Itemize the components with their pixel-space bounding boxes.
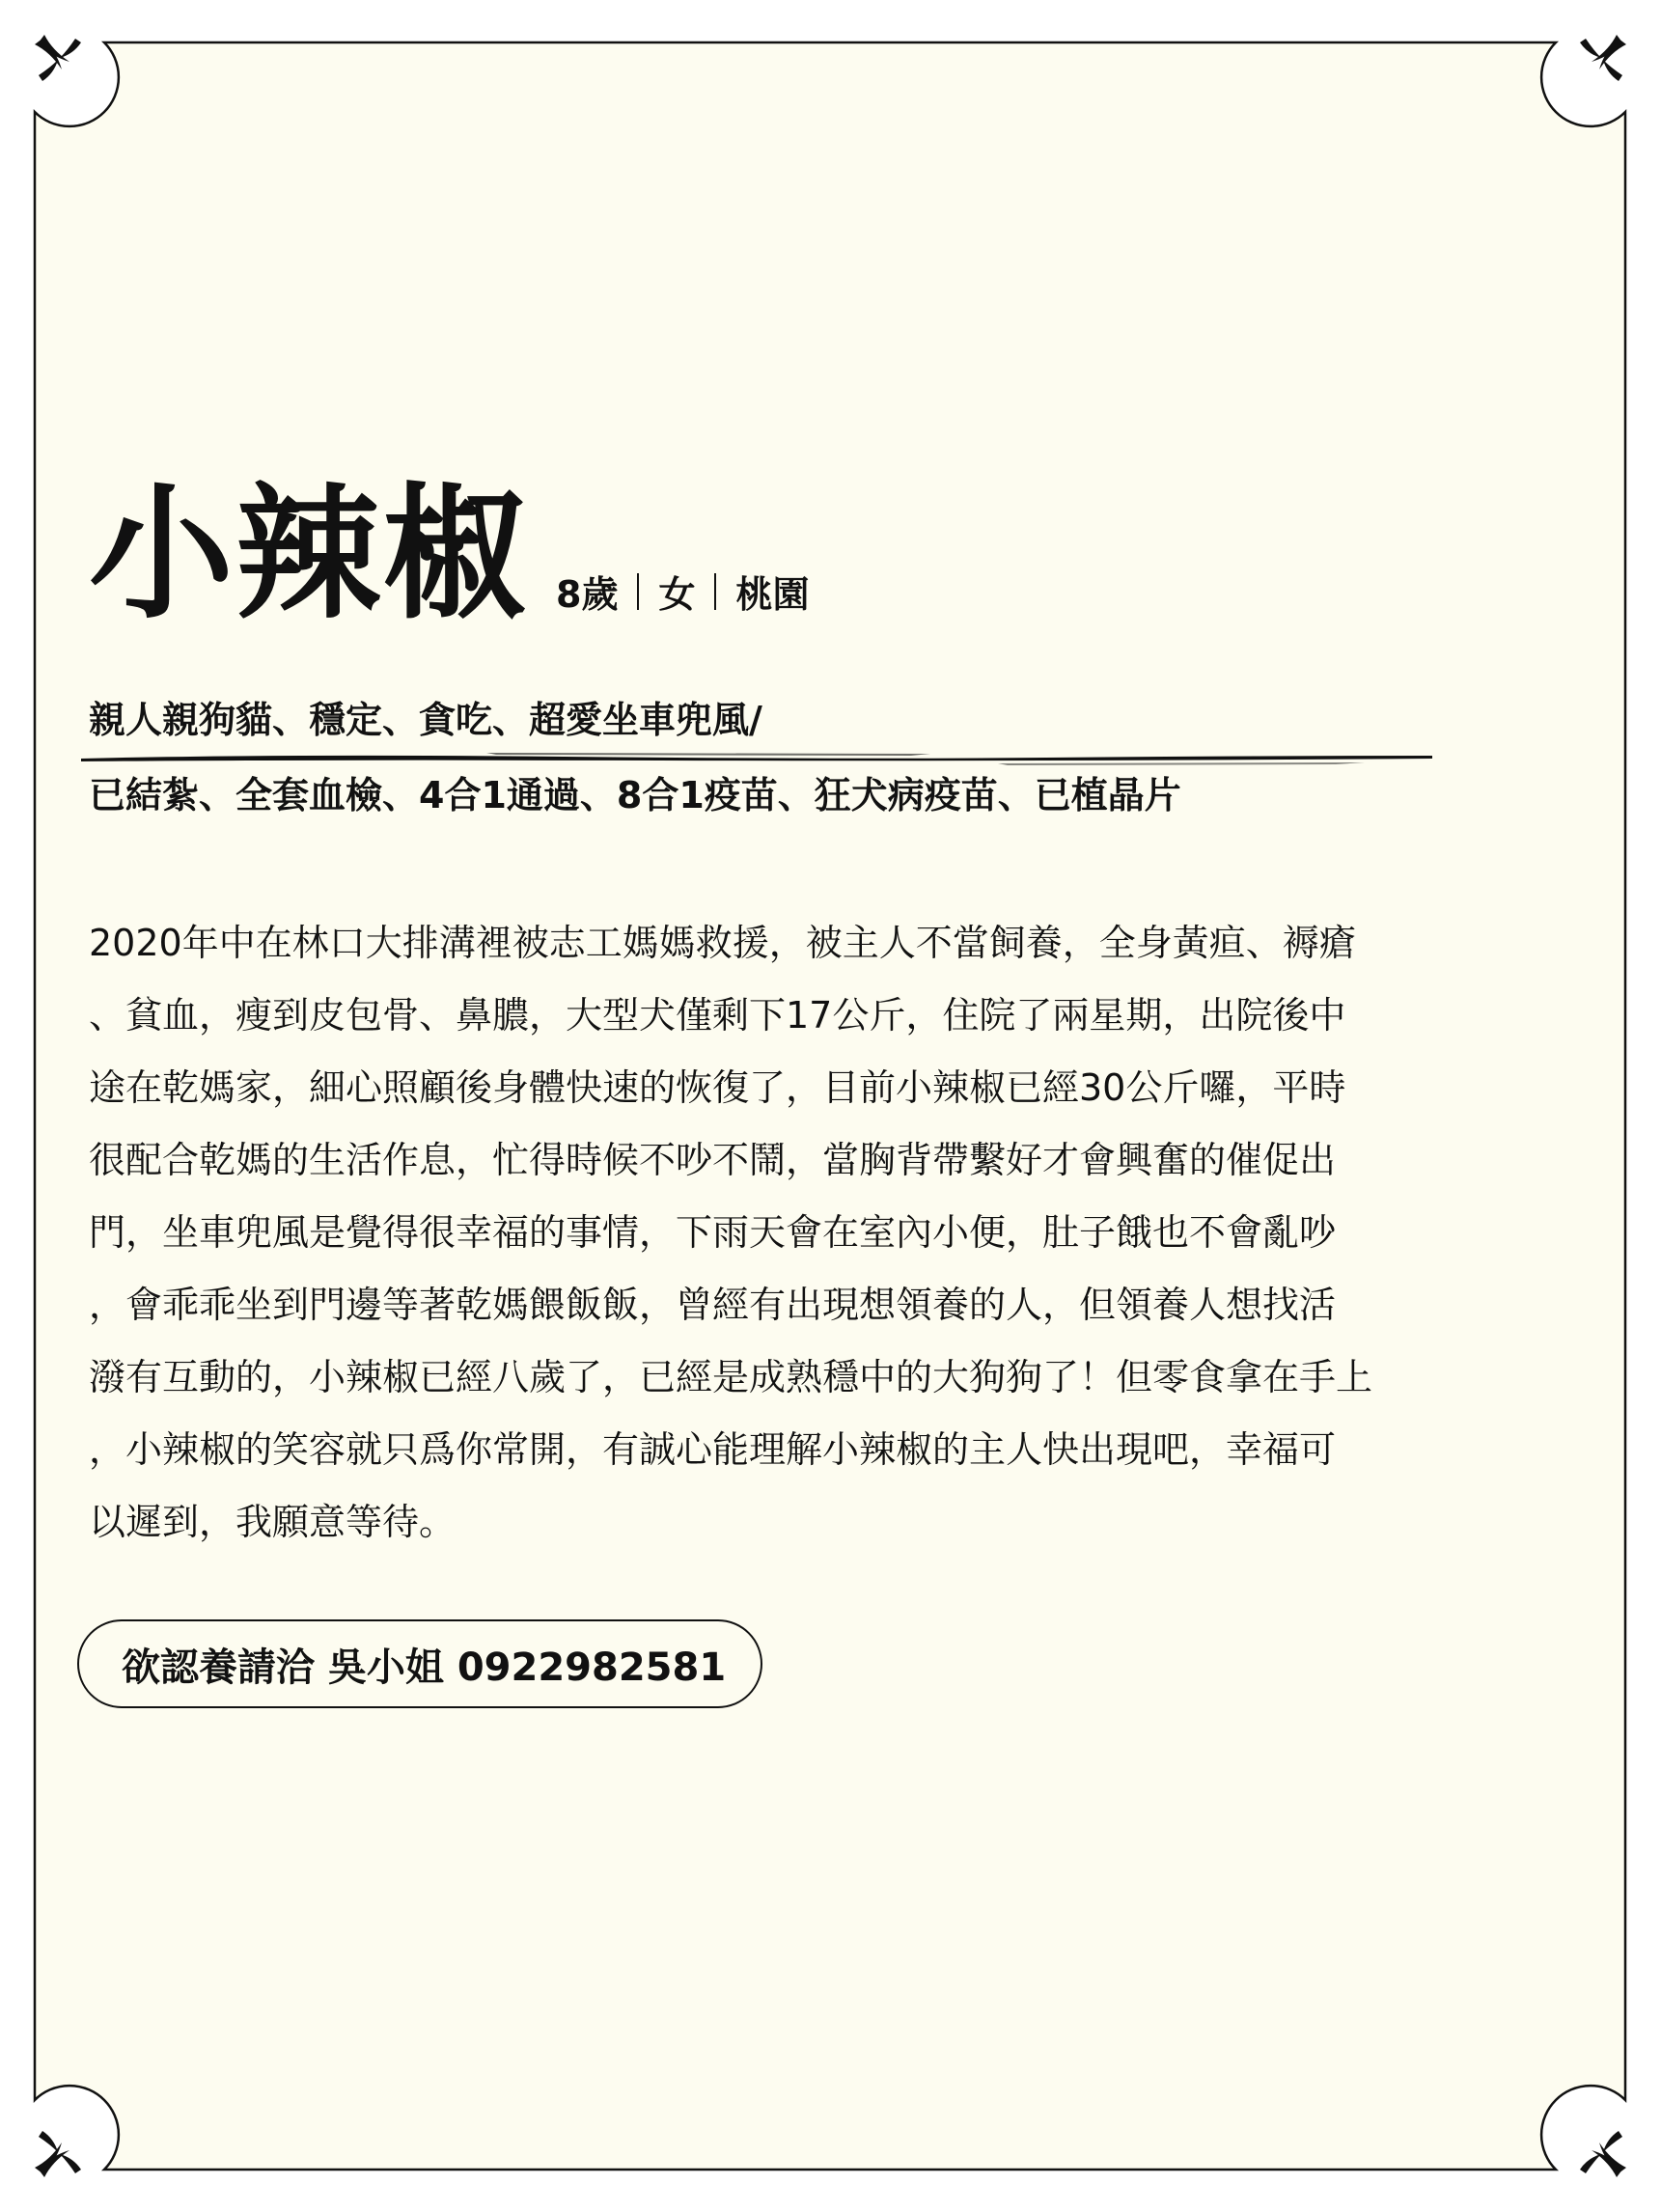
- story-line: 以遲到，我願意等待。: [89, 1501, 457, 1543]
- dog-meta: [556, 565, 809, 618]
- story-line: ，小辣椒的笑容就只爲你常開，有誠心能理解小辣椒的主人快出現吧，幸福可: [89, 1428, 1337, 1471]
- story-line: 、貧血，瘦到皮包骨、鼻膿，大型犬僅剩下17公斤，住院了兩星期，出院後中: [89, 994, 1346, 1037]
- story-line: 門，坐車兜風是覺得很幸福的事情，下雨天會在室內小便，肚子餓也不會亂吵: [89, 1211, 1337, 1254]
- title-row: [89, 471, 810, 639]
- dog-location: 桃園: [735, 573, 810, 616]
- medical-status: 已結紮、全套血檢、4合1通過、8合1疫苗、狂犬病疫苗、已植晶片: [89, 774, 1181, 816]
- corner-ornament-icon-bottom-right: [1580, 2131, 1626, 2177]
- story-line: ，會乖乖坐到門邊等著乾媽餵飯飯，曾經有出現想領養的人，但領養人想找活: [89, 1284, 1337, 1326]
- dog-name-title: 小辣椒: [89, 471, 530, 639]
- story-line: 潑有互動的，小辣椒已經八歲了，已經是成熟穩中的大狗狗了！但零食拿在手上: [89, 1356, 1373, 1398]
- story-line: 途在乾媽家，細心照顧後身體快速的恢復了，目前小辣椒已經30公斤囉，平時: [89, 1066, 1346, 1109]
- adoption-contact-pill: 欲認養請洽 吳小姐 0922982581: [77, 1619, 762, 1708]
- personality-traits: 親人親狗貓、穩定、貪吃、超愛坐車兜風/: [89, 699, 762, 741]
- dog-age: 8歲: [556, 573, 619, 616]
- meta-divider: [714, 573, 716, 610]
- corner-ornament-icon-bottom-left: [35, 2131, 81, 2177]
- brush-stroke-divider: [81, 749, 1432, 768]
- corner-ornament-icon-top-right: [1580, 35, 1626, 81]
- dog-sex: 女: [658, 573, 696, 616]
- corner-ornament-icon-top-left: [35, 35, 81, 81]
- story-line: 2020年中在林口大排溝裡被志工媽媽救援，被主人不當飼養，全身黃疸、褥瘡: [89, 922, 1356, 964]
- rescue-story: [89, 907, 1565, 1559]
- story-line: 很配合乾媽的生活作息，忙得時候不吵不鬧，當胸背帶繫好才會興奮的催促出: [89, 1139, 1337, 1181]
- meta-divider: [637, 573, 639, 610]
